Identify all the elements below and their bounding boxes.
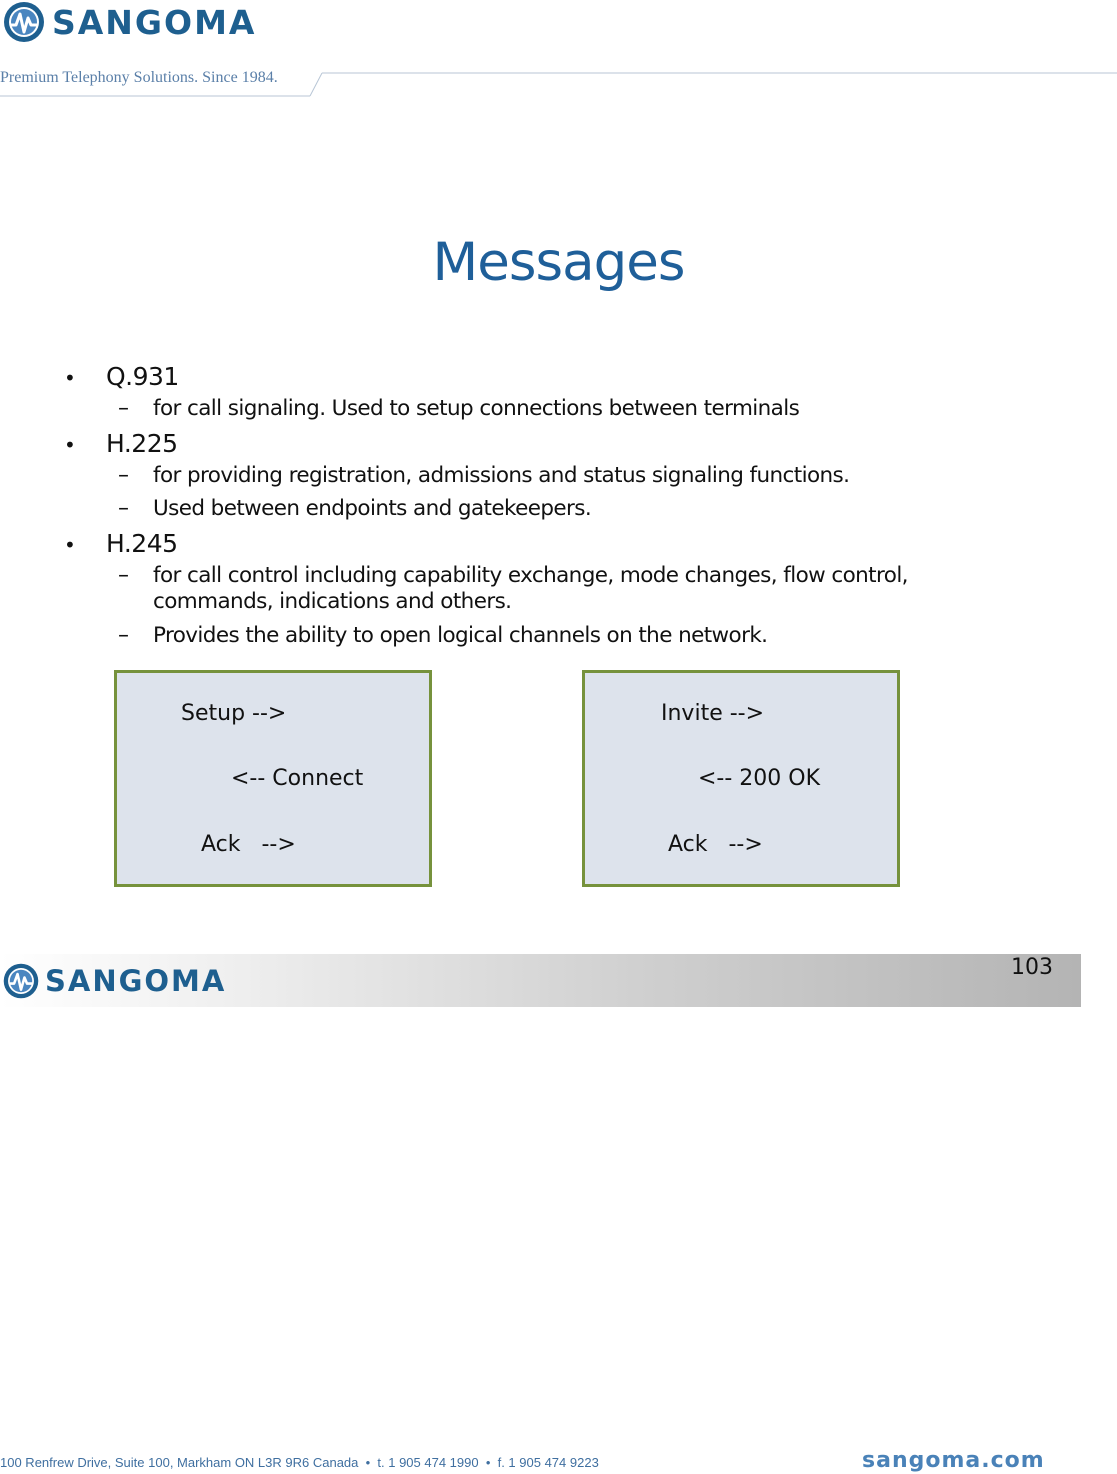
flow-line: <-- 200 OK xyxy=(698,766,821,791)
header-tagline: Premium Telephony Solutions. Since 1984. xyxy=(0,69,278,86)
bullet-item xyxy=(64,362,1024,396)
header-logo xyxy=(2,0,256,44)
sangoma-wave-logo-icon xyxy=(2,0,46,44)
bullet-list xyxy=(64,362,1024,656)
header-brand: SANGOMA xyxy=(52,2,257,42)
sub-item xyxy=(118,563,1024,623)
bullet-label: H.245 xyxy=(106,529,178,558)
footer-website[interactable]: sangoma.com xyxy=(862,1448,1045,1473)
flow-line: Setup --> xyxy=(181,701,287,726)
dash-icon: – xyxy=(118,463,129,488)
bullet-label: Q.931 xyxy=(106,362,179,391)
footer-address: 100 Renfrew Drive, Suite 100, Markham ON L3R 9R6 Canada • t. 1 905 474 1990 • f. 1 905 474 9223 xyxy=(0,1455,599,1470)
sub-item-text: for call control including capability exchange, mode changes, flow control, commands, indications and others. xyxy=(153,563,908,614)
bullet-label: H.225 xyxy=(106,429,178,458)
flow-line: Ack --> xyxy=(668,832,763,857)
flow-line: Ack --> xyxy=(201,832,296,857)
dash-icon: – xyxy=(118,396,129,421)
sub-item-text: for providing registration, admissions and status signaling functions. xyxy=(153,463,850,488)
dash-icon: – xyxy=(118,496,129,521)
sub-item xyxy=(118,496,1024,529)
bullet-icon: • xyxy=(64,433,76,457)
page-title: Messages xyxy=(432,232,685,293)
page-number: 103 xyxy=(1011,955,1053,980)
sub-item xyxy=(118,623,1024,656)
sip-flow-box xyxy=(582,670,900,887)
footer-logo xyxy=(2,962,226,1000)
sangoma-wave-logo-icon xyxy=(2,962,40,1000)
dash-icon: – xyxy=(118,623,129,648)
sub-item xyxy=(118,463,1024,496)
flow-line: Invite --> xyxy=(661,701,765,726)
flow-line: <-- Connect xyxy=(231,766,364,791)
sub-item xyxy=(118,396,1024,429)
sub-item-text: for call signaling. Used to setup connections between terminals xyxy=(153,396,800,421)
bullet-icon: • xyxy=(64,533,76,557)
sub-item-text: Used between endpoints and gatekeepers. xyxy=(153,496,592,521)
bullet-icon: • xyxy=(64,366,76,390)
footer-brand: SANGOMA xyxy=(45,964,227,998)
sub-item-text: Provides the ability to open logical channels on the network. xyxy=(153,623,768,648)
dash-icon: – xyxy=(118,563,129,588)
bullet-item xyxy=(64,529,1024,563)
bullet-item xyxy=(64,429,1024,463)
h323-flow-box xyxy=(114,670,432,887)
